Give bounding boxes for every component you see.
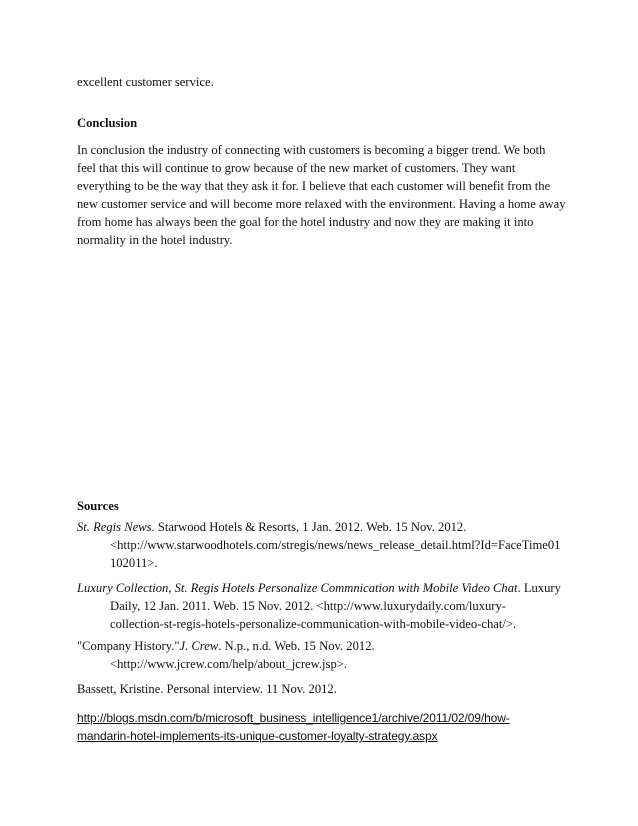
reference-details: . N.p., n.d. Web. 15 Nov. 2012. xyxy=(218,639,375,653)
conclusion-paragraph xyxy=(77,141,577,249)
paragraph-line: everything to be the way that they ask it for. I believe that each customer will benefit from the xyxy=(77,179,551,193)
conclusion-heading: Conclusion xyxy=(77,116,138,130)
reference-title: J. Crew xyxy=(179,639,219,653)
paragraph-line: In conclusion the industry of connecting with customers is becoming a bigger trend. We both xyxy=(77,143,546,157)
paragraph-line: new customer service and will become more relaxed with the environment. Having a home away xyxy=(77,197,566,211)
reference-continuation: collection-st-regis-hotels-personalize-communication-with-mobile-video-chat/>. xyxy=(110,617,517,631)
reference-st-regis-news xyxy=(77,518,577,572)
reference-j-crew xyxy=(77,637,577,673)
reference-details: . Luxury xyxy=(517,581,561,595)
url-line[interactable]: http://blogs.msdn.com/b/microsoft_business_intelligence1/archive/2011/02/09/how- xyxy=(77,711,510,725)
reference-details: . Starwood Hotels & Resorts, 1 Jan. 2012. Web. 15 Nov. 2012. xyxy=(151,520,467,534)
url-line[interactable]: mandarin-hotel-implements-its-unique-customer-loyalty-strategy.aspx xyxy=(77,729,438,743)
paragraph-line: normality in the hotel industry. xyxy=(77,233,233,247)
paragraph-line: from home has always been the goal for the hotel industry and now they are making it into xyxy=(77,215,534,229)
reference-bassett-interview xyxy=(77,680,577,698)
reference-first-line xyxy=(77,518,577,536)
continued-text xyxy=(77,73,577,91)
continued-line: excellent customer service. xyxy=(77,75,214,89)
reference-first-line xyxy=(77,579,577,597)
reference-url-link[interactable] xyxy=(77,709,577,745)
reference-continuation: Daily, 12 Jan. 2011. Web. 15 Nov. 2012. <http://www.luxurydaily.com/luxury- xyxy=(110,599,506,613)
reference-first-line xyxy=(77,637,577,655)
reference-prefix: "Company History." xyxy=(77,639,180,653)
reference-title: St. Regis News xyxy=(77,520,152,534)
reference-luxury-collection xyxy=(77,579,577,633)
reference-first-line: Bassett, Kristine. Personal interview. 11 Nov. 2012. xyxy=(77,682,337,696)
reference-title: Luxury Collection, St. Regis Hotels Personalize Commnication with Mobile Video Chat xyxy=(77,581,518,595)
reference-continuation: 102011>. xyxy=(110,556,158,570)
reference-continuation: <http://www.jcrew.com/help/about_jcrew.jsp>. xyxy=(110,657,347,671)
reference-continuation: <http://www.starwoodhotels.com/stregis/news/news_release_detail.html?Id=FaceTime01 xyxy=(110,538,561,552)
paragraph-line: feel that this will continue to grow because of the new market of customers. They want xyxy=(77,161,516,175)
sources-heading: Sources xyxy=(77,499,119,513)
